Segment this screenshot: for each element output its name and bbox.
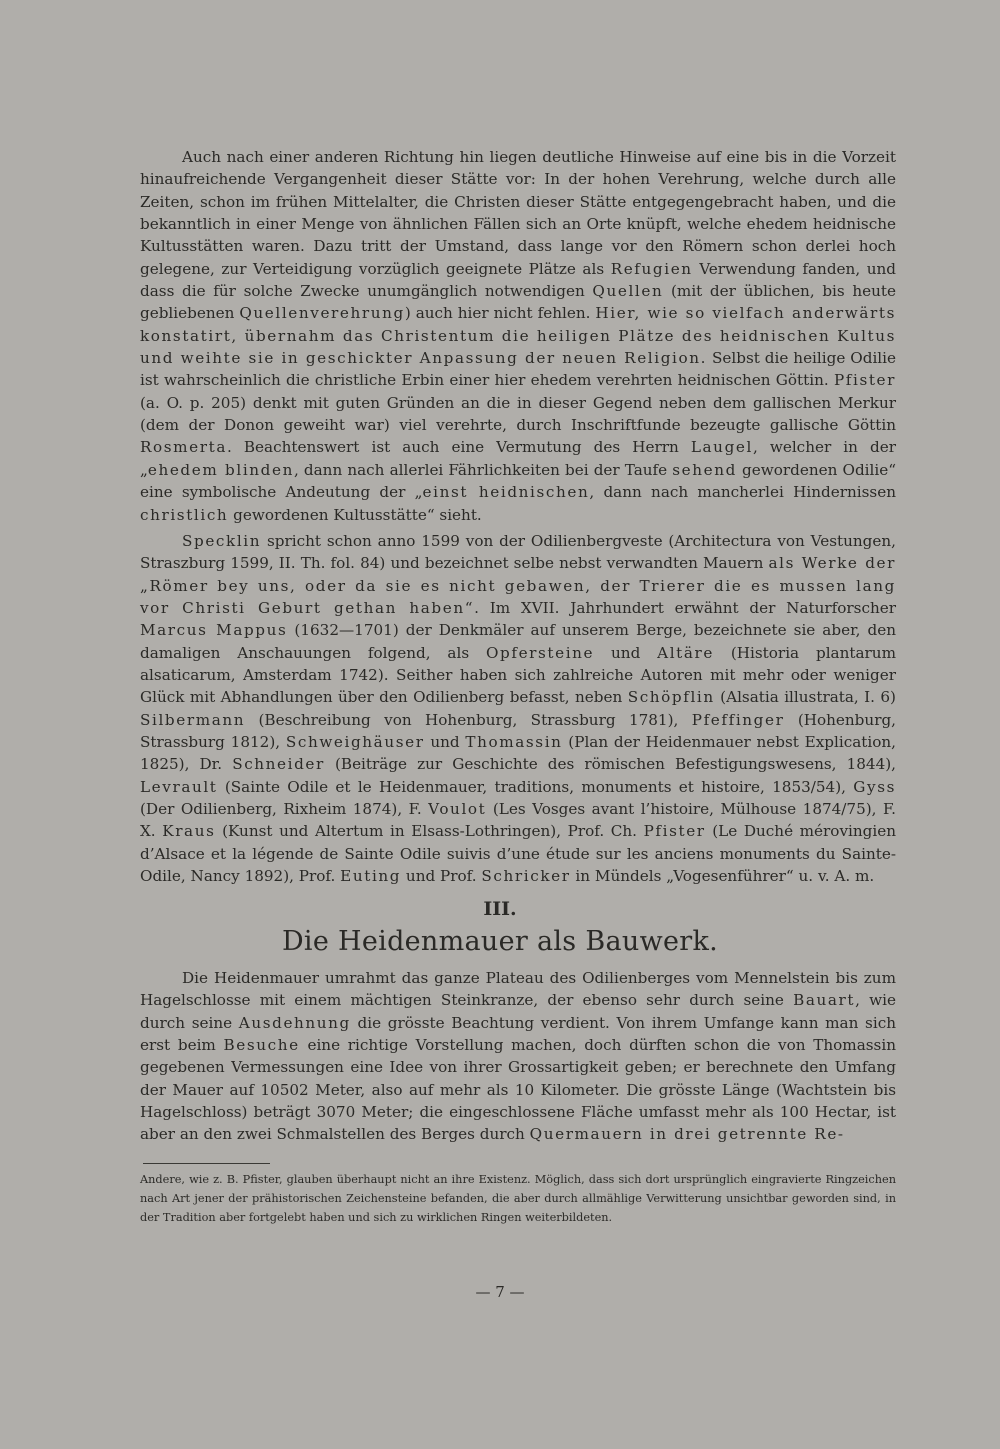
- paragraph-3: [140, 967, 896, 1146]
- text-run: . Im XVII. Jahrhundert erwähnt der Naturforscher: [474, 599, 896, 618]
- text-run: und: [424, 733, 466, 752]
- spaced-term: Refugien: [610, 259, 693, 278]
- spaced-term: Schöpflin: [627, 688, 715, 707]
- spaced-term: ehedem blinden: [147, 460, 294, 479]
- text-run: , dann nach allerlei Fährlichkeiten bei der Taufe: [293, 460, 673, 479]
- spaced-term: Opfersteine: [485, 643, 595, 662]
- spaced-term: christlich: [140, 505, 229, 524]
- text-run: (Der Odilienberg, Rixheim 1874), F.: [140, 800, 429, 819]
- text-run: (Alsatia illustrata, I. 6): [714, 688, 896, 707]
- spaced-term: Specklin: [182, 532, 262, 550]
- spaced-term: Schneider: [232, 755, 325, 774]
- paragraph-2: [140, 530, 896, 888]
- spaced-term: Pfister: [643, 822, 706, 841]
- text-run: (Kunst und Altertum in Elsass-Lothringen), Prof. Ch.: [215, 822, 644, 841]
- spaced-term: einst heidnischen: [422, 483, 590, 502]
- spaced-term: Schweighäuser: [285, 733, 425, 752]
- spaced-term: Silbermann: [140, 710, 246, 729]
- spaced-term: Besuche: [223, 1036, 300, 1055]
- spaced-term: Quermauern in drei getrennte Re-: [529, 1125, 845, 1144]
- text-run: Verwendung fanden, und dass die für solche Zwecke unumgänglich notwendigen: [140, 259, 896, 301]
- text-run: , dann nach mancherlei Hindernissen: [589, 483, 896, 502]
- spaced-term: Euting: [340, 867, 402, 886]
- text-run: (Plan der Heidenmauer nebst Explication, 1825), Dr.: [140, 733, 896, 774]
- text-run: und: [594, 643, 658, 662]
- text-run: ) auch hier nicht fehlen.: [404, 304, 596, 323]
- section-number: III.: [483, 898, 517, 920]
- text-run: , welcher in der „: [140, 438, 896, 479]
- spaced-term: Ausdehnung: [238, 1013, 351, 1032]
- spaced-term: Bauart: [793, 991, 856, 1010]
- footnote-divider: [143, 1163, 270, 1164]
- text-run: gewordenen Kultusstätte“ sieht.: [228, 505, 482, 524]
- text-run: (Beschreibung von Hohenburg, Strassburg 1781),: [245, 710, 692, 729]
- text-run: die grösste Beachtung verdient. Von ihrem Umfange kann man sich erst beim: [140, 1013, 896, 1055]
- spaced-term: als Werke der „Römer bey uns, oder da sie es nicht gebawen, der Trierer die es mussen lang vor Christi Geburt gethan haben“: [140, 554, 896, 618]
- text-run: spricht schon anno 1599 von der Odilienbergveste (Architectura von Vestungen, Straszburg 1599, II. Th. fol. 84) und bezeichnet selbe nebst verwandten Mauern: [140, 532, 896, 573]
- footnote: Andere, wie z. B. Pfister, glauben überhaupt nicht an ihre Existenz. Möglich, dass sich dort ursprünglich eingravierte Ringzeichen nach Art jener der prähistorischen Zeichensteine befanden, die aber durch allmählige Verwitterung unsichtbar geworden sind, in der Tradition aber fortgelebt haben und sich zu wirklichen Ringen weiterbildeten.: [140, 1173, 896, 1224]
- spaced-term: Kraus: [162, 822, 216, 841]
- spaced-term: sehend: [672, 460, 737, 479]
- spaced-term: Laugel: [690, 438, 753, 457]
- text-run: in Mündels „Vogesenführer“ u. v. A. m.: [570, 867, 875, 886]
- text-run: , wie durch seine: [140, 991, 896, 1032]
- spaced-term: Quellen: [592, 282, 664, 301]
- text-run: . Beachtenswert ist auch eine Vermutung des Herrn: [226, 438, 691, 457]
- text-run: (1632—1701) der Denkmäler auf unserem Berge, bezeichnete sie aber, den damaligen Anschauungen folgend, als: [140, 621, 896, 662]
- text-run: Die Heidenmauer umrahmt das ganze Plateau des Odilienberges vom Mennelstein bis zum Hagelschlosse mit einem mächtigen Steinkranze, der ebenso sehr durch seine: [140, 969, 896, 1010]
- spaced-term: Pfeffinger: [691, 710, 785, 729]
- paragraph-1: [140, 146, 896, 526]
- page-number: — 7 —: [475, 1283, 525, 1301]
- spaced-term: Voulot: [428, 800, 487, 819]
- text-run: (Beiträge zur Geschichte des römischen Befestigungswesens, 1844),: [324, 755, 896, 774]
- text-run: Auch nach einer anderen Richtung hin liegen deutliche Hinweise auf eine bis in die Vorzeit hinaufreichende Vergangenheit dieser Stätte vor: In der hohen Verehrung, welche durch alle Zeiten, schon im frühen Mittelalter, die Christen dieser Stätte entgegengebracht haben, und die bekanntlich in einer Menge von ähnlichen Fällen sich an Orte knüpft, welche ehedem heidnische Kultusstätten waren. Dazu tritt der Umstand, dass lange vor den Römern schon derlei hoch gelegene, zur Verteidigung vorzüglich geeignete Plätze als: [140, 148, 896, 278]
- spaced-term: Levrault: [140, 777, 218, 796]
- text-run: (Hohenburg, Strassburg 1812),: [140, 710, 896, 752]
- spaced-term: Quellenverehrung: [239, 304, 405, 323]
- section-title: Die Heidenmauer als Bauwerk.: [281, 926, 719, 957]
- spaced-term: Altäre: [657, 643, 714, 662]
- spaced-term: Hier, wie so vielfach anderwärts konstatirt, übernahm das Christentum die heiligen Plätze des heidnischen Kultus und weihte sie in geschickter Anpassung der neuen Religion.: [140, 304, 896, 368]
- text-run: (mit der üblichen, bis heute gebliebenen: [140, 282, 897, 323]
- text-run: (Sainte Odile et le Heidenmauer, traditions, monuments et histoire, 1853/54),: [217, 777, 854, 796]
- spaced-term: Marcus Mappus: [140, 621, 288, 640]
- text-run: (Les Vosges avant l’histoire, Mülhouse 1874/75), F. X.: [140, 800, 896, 841]
- text-run: Selbst die heilige Odilie ist wahrscheinlich die christliche Erbin einer hier ehedem verehrten heidnischen Göttin.: [140, 349, 897, 390]
- text-run: und Prof.: [401, 867, 482, 886]
- text-run: gewordenen Odilie“ eine symbolische Andeutung der „: [140, 460, 897, 502]
- spaced-term: Pfister: [833, 371, 896, 390]
- spaced-term: Thomassin: [465, 733, 563, 752]
- text-run: (Le Duché mérovingien d’Alsace et la légende de Sainte Odile suivis d’une étude sur les anciens monuments du Sainte-Odile, Nancy 1892), Prof.: [140, 822, 897, 886]
- text-run: eine richtige Vorstellung machen, doch dürften schon die von Thomassin gegebenen Vermessungen eine Idee von ihrer Grossartigkeit geben; er berechnete den Umfang der Mauer auf 10502 Meter, also auf mehr als 10 Kilometer. Die grösste Länge (Wachtstein bis Hagelschloss) beträgt 3070 Meter; die eingeschlossene Fläche umfasst mehr als 100 Hectar, ist aber an den zwei Schmalstellen des Berges durch: [140, 1036, 896, 1144]
- spaced-term: Gyss: [853, 777, 896, 796]
- spaced-term: Rosmerta: [140, 438, 227, 457]
- spaced-term: Schricker: [481, 867, 571, 886]
- text-run: (a. O. p. 205) denkt mit guten Gründen an die in dieser Gegend neben dem gallischen Merkur (dem der Donon geweiht war) viel verehrte, durch Inschriftfunde bezeugte gallische Göttin: [140, 393, 896, 435]
- text-run: (Historia plantarum alsaticarum, Amsterdam 1742). Seither haben sich zahlreiche Autoren mit mehr oder weniger Glück mit Abhandlungen über den Odilienberg befasst, neben: [140, 643, 896, 707]
